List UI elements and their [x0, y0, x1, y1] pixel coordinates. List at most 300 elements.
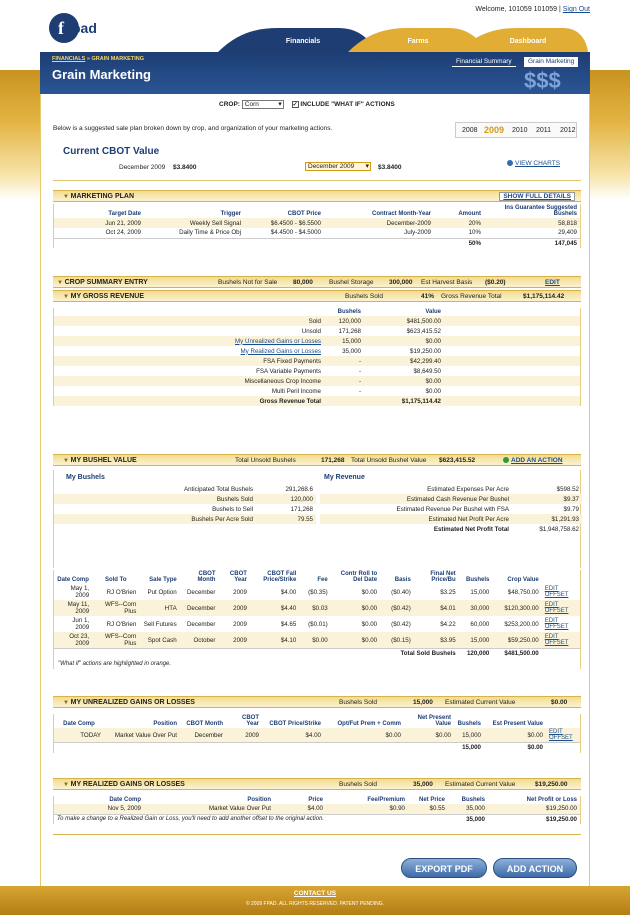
- table-cell: $481,500.00: [364, 316, 444, 326]
- cbot-title: Current CBOT Value: [63, 146, 160, 157]
- table-cell: $4.4500 - $4.5000: [270, 229, 321, 237]
- column-header: Position: [247, 797, 271, 803]
- column-header: Net Price: [418, 797, 445, 803]
- table-cell: $0.00: [361, 588, 378, 596]
- offset-link[interactable]: OFFSET: [544, 608, 569, 614]
- table-cell: 50%: [434, 238, 484, 248]
- table-cell: Weekly Sell Signal: [144, 218, 244, 228]
- table-cell: $0.00: [484, 743, 546, 753]
- table-row: [54, 600, 580, 616]
- table-cell: $0.00: [331, 600, 380, 616]
- cbot-month-select[interactable]: December 2009 ▾: [305, 162, 371, 171]
- table-cell: $0.03: [299, 600, 330, 616]
- table-cell: FSA Variable Payments: [256, 367, 321, 375]
- table-total-row: [54, 396, 580, 406]
- table-cell: [54, 346, 324, 356]
- chart-icon: [507, 160, 513, 166]
- bushel-summary: My Bushels My Revenue Anticipated Total Bushels 291,268.6 Bushels Sold 120,000 Bushels to Sell 171,268 Bushels Per Acre Sold 79.55 Estimated Expenses Per Acre $598.52 Estimated Cash Revenue Per Bushel $9.37 Estimated Revenue Per Bushel with FSA $9.79 Estimated Net Profit Per Acre $1,291.93 Estimated Net Profit Total $1,948,758.62: [53, 470, 581, 568]
- tab-financials[interactable]: Financials: [285, 38, 321, 45]
- table-cell: ($0.35): [308, 588, 328, 596]
- table-cell: ($0.40): [391, 588, 411, 596]
- table-row: [54, 584, 580, 600]
- column-header: Net Profit or Loss: [526, 797, 577, 803]
- table-cell: Bushels to Sell: [212, 505, 253, 513]
- table-cell: $253,200.00: [504, 620, 539, 628]
- offset-link[interactable]: OFFSET: [549, 735, 573, 741]
- table-cell: Market Value Over Put: [144, 804, 274, 814]
- table-cell: 171,268: [290, 505, 313, 513]
- export-pdf-button[interactable]: EXPORT PDF: [401, 858, 487, 878]
- year-2010[interactable]: 2010: [512, 127, 528, 134]
- table-cell: $19,250.00: [410, 347, 441, 355]
- table-cell: $0.00: [361, 620, 378, 628]
- unrealized-table: [53, 714, 581, 753]
- table-cell: 10%: [468, 229, 481, 237]
- page-title: Grain Marketing: [52, 67, 151, 82]
- table-row: [54, 570, 580, 584]
- table-cell: [444, 346, 580, 356]
- edit-link[interactable]: EDIT: [544, 618, 559, 624]
- fpad-logo[interactable]: [48, 8, 112, 48]
- table-cell: 35,000: [448, 804, 488, 814]
- table-cell: [54, 336, 324, 346]
- column-header: Contr Roll to Del Date: [340, 571, 378, 583]
- realized-gains-link[interactable]: My Realized Gains or Losses: [240, 347, 321, 355]
- column-header: [54, 308, 324, 316]
- table-row: [54, 326, 580, 336]
- table-cell: -: [324, 356, 364, 366]
- main-content: [40, 94, 590, 889]
- contact-us-link[interactable]: CONTACT US: [293, 890, 337, 897]
- column-header: [542, 570, 580, 584]
- table-cell: Estimated Expenses Per Acre: [427, 485, 509, 493]
- table-cell: $0.00: [331, 632, 380, 649]
- crop-summary-title: ▼ CROP SUMMARY ENTRY: [57, 279, 148, 286]
- table: [54, 308, 580, 406]
- column-header: Fee: [317, 577, 328, 583]
- table-cell: -: [358, 387, 361, 395]
- table-row: [54, 714, 580, 728]
- table-cell: 58,818: [484, 218, 580, 228]
- realized-header[interactable]: ▼ MY REALIZED GAINS OR LOSSES Bushels Sold 35,000 Estimated Current Value $19,250.00: [53, 778, 581, 790]
- table-cell: Gross Revenue Total: [54, 396, 324, 406]
- table-cell: $3.25: [440, 588, 456, 596]
- crop-summary-edit-link[interactable]: EDIT: [545, 279, 560, 286]
- gross-revenue-header[interactable]: ▼ MY GROSS REVENUE Bushels Sold 41% Gross Revenue Total $1,175,114.42: [53, 290, 581, 302]
- table-cell: WFS--Corn Plus: [92, 632, 139, 649]
- column-header: [444, 308, 580, 316]
- table-cell: Jun 21, 2009: [54, 218, 144, 228]
- column-header: CBOT Month: [186, 721, 223, 727]
- table-cell: $42,299.40: [364, 356, 444, 366]
- column-header: CBOT Price/Strike: [269, 721, 321, 727]
- table-cell: [542, 584, 580, 600]
- table-cell: $0.00: [324, 728, 404, 743]
- copyright: © 2009 FPAD. ALL RIGHTS RESERVED. PATENT PENDING.: [245, 901, 385, 907]
- table-cell: $8,649.50: [413, 367, 441, 375]
- breadcrumb: [52, 56, 144, 62]
- table-row: [54, 316, 580, 326]
- table-cell: 35,000: [448, 814, 488, 824]
- column-header: Basis: [394, 577, 411, 583]
- divider: [53, 180, 581, 181]
- table-row: [54, 514, 316, 524]
- table-cell: $4.00: [262, 728, 324, 743]
- table-cell: [546, 728, 580, 743]
- table-total-row: [54, 649, 580, 659]
- column-header: Target Date: [108, 211, 141, 217]
- table-cell: [444, 336, 580, 346]
- offset-link[interactable]: OFFSET: [544, 624, 569, 630]
- table-cell: December: [180, 600, 219, 616]
- table-cell: $481,500.00: [492, 649, 541, 659]
- column-header: Bushels: [461, 797, 485, 803]
- column-header: Bushels: [457, 721, 481, 727]
- sign-out-link[interactable]: Sign Out: [562, 6, 590, 13]
- table-cell: FSA Fixed Payments: [54, 356, 324, 366]
- main-tabs: [218, 28, 588, 52]
- svg-text:pad: pad: [72, 20, 97, 36]
- table-cell: 30,000: [459, 600, 493, 616]
- table-cell: [444, 366, 580, 376]
- table-cell: [444, 396, 580, 406]
- table-cell: [542, 600, 580, 616]
- column-header: Price: [308, 797, 323, 803]
- table-cell: [324, 238, 434, 248]
- welcome-bar: Welcome, 101059 101059 | Sign Out: [475, 6, 590, 13]
- table: [54, 570, 580, 659]
- table-cell: Sell Futures: [143, 620, 177, 628]
- table-cell: $0.00: [425, 387, 441, 395]
- unrealized-header[interactable]: ▼ MY UNREALIZED GAINS OR LOSSES Bushels Sold 15,000 Estimated Current Value $0.00: [53, 696, 581, 708]
- table-cell: [444, 376, 580, 386]
- table-cell: $4.10: [250, 632, 299, 649]
- table-cell: Put Option: [147, 588, 177, 596]
- table-cell: $4.00: [280, 588, 297, 596]
- year-2008[interactable]: 2008: [462, 127, 478, 134]
- column-header: Crop Value: [507, 577, 539, 583]
- table-cell: [444, 326, 580, 336]
- year-2012[interactable]: 2012: [560, 127, 576, 134]
- table: [54, 484, 316, 524]
- table-cell: Daily Time & Price Obj: [179, 229, 241, 237]
- table-row: [54, 484, 316, 494]
- table-cell: Estimated Cash Revenue Per Bushel: [320, 494, 512, 504]
- table-cell: 120,000: [324, 316, 364, 326]
- table-cell: Nov 5, 2009: [54, 804, 144, 814]
- table-row: [320, 514, 582, 524]
- edit-link[interactable]: EDIT: [544, 634, 559, 640]
- table-cell: Estimated Revenue Per Bushel with FSA: [396, 505, 509, 513]
- footer: [0, 886, 630, 915]
- column-header: Trigger: [220, 211, 241, 217]
- table-cell: 15,000: [454, 728, 484, 743]
- table-row: [320, 484, 582, 494]
- table-cell: $4.00: [274, 804, 326, 814]
- table-cell: 147,045: [484, 238, 580, 248]
- year-2011[interactable]: 2011: [536, 127, 552, 134]
- table-row: [54, 504, 316, 514]
- column-header: [546, 714, 580, 728]
- table-cell: $0.00: [484, 728, 546, 743]
- crop-label: CROP:: [219, 101, 240, 109]
- table-cell: Bushels Sold: [54, 494, 256, 504]
- table-cell: July-2009: [404, 229, 431, 237]
- table-total-row: [54, 743, 580, 753]
- edit-link[interactable]: EDIT: [544, 602, 559, 608]
- table-row: [320, 504, 582, 514]
- table-cell: WFS--Corn Plus: [92, 600, 139, 616]
- column-header: Bushels: [466, 577, 490, 583]
- gross-revenue-table: [53, 308, 581, 406]
- table-cell: Estimated Net Profit Per Acre: [320, 514, 512, 524]
- add-action-button[interactable]: ADD ACTION: [493, 858, 577, 878]
- table-row: [54, 366, 580, 376]
- table-cell: $0.00: [364, 376, 444, 386]
- table-cell: $0.90: [326, 804, 408, 814]
- table-cell: Miscellaneous Crop Income: [54, 376, 324, 386]
- table-cell: Spot Cash: [139, 632, 179, 649]
- table-cell: Bushels Per Acre Sold: [54, 514, 256, 524]
- table-cell: [542, 649, 580, 659]
- table-row: [54, 346, 580, 356]
- subtab-grain-marketing[interactable]: Grain Marketing: [524, 57, 578, 67]
- table-cell: $0.00: [364, 336, 444, 346]
- table-cell: [542, 632, 580, 649]
- tab-dashboard[interactable]: Dashboard: [509, 38, 547, 45]
- table-cell: 15,000: [459, 632, 493, 649]
- sales-table: [53, 570, 581, 669]
- marketing-plan-header[interactable]: [53, 190, 581, 202]
- tab-farms[interactable]: Farms: [407, 38, 429, 45]
- column-header: Value: [425, 309, 441, 315]
- table-row: [54, 308, 580, 316]
- column-header: Amount: [458, 211, 481, 217]
- column-header: Date Comp: [63, 721, 95, 727]
- table-cell: $4.65: [280, 620, 297, 628]
- table-row: [54, 494, 316, 504]
- year-selector: [455, 122, 577, 138]
- show-full-details-button[interactable]: SHOW FULL DETAILS: [499, 192, 575, 201]
- crop-selector-row: [219, 100, 395, 109]
- table-cell: $19,250.00: [488, 804, 580, 814]
- table-row: [54, 386, 580, 396]
- column-header: Sold To: [104, 577, 127, 583]
- table-cell: HTA: [139, 600, 179, 616]
- table-cell: [54, 743, 454, 753]
- table-cell: ($0.42): [380, 600, 414, 616]
- table-row: [54, 728, 580, 743]
- table-cell: May 11, 2009: [54, 600, 92, 616]
- breadcrumb-financials[interactable]: FINANCIALS: [52, 56, 86, 62]
- table-cell: ($0.15): [380, 632, 414, 649]
- column-header: CBOT Year: [229, 571, 247, 583]
- table-cell: $0.00: [299, 632, 330, 649]
- column-header: CBOT Fall Price/Strike: [263, 571, 297, 583]
- table-row: [54, 796, 580, 804]
- svg-text:f: f: [58, 18, 64, 38]
- include-what-if-label: INCLUDE "WHAT IF" ACTIONS: [300, 101, 395, 109]
- edit-link[interactable]: EDIT: [549, 729, 563, 735]
- table-cell: Oct 23, 2009: [54, 632, 92, 649]
- table-row: [54, 804, 580, 814]
- edit-link[interactable]: EDIT: [544, 586, 559, 592]
- table-cell: December: [180, 728, 226, 743]
- crop-select[interactable]: Corn ▾: [242, 100, 284, 109]
- crop-summary-header: ▼ CROP SUMMARY ENTRY Bushels Not for Sale 80,000 Bushel Storage 300,000 Est Harvest Basis ($0.20) EDIT: [53, 276, 581, 288]
- table-cell: $598.52: [556, 485, 579, 493]
- table-cell: ($0.42): [391, 620, 411, 628]
- table-cell: [144, 238, 244, 248]
- table-cell: Estimated Net Profit Total: [433, 525, 509, 533]
- column-header: Net Present Value: [417, 715, 451, 727]
- table-row: [54, 632, 580, 649]
- table-cell: [546, 743, 580, 753]
- table-cell: 35,000: [342, 347, 361, 355]
- table-cell: -: [324, 376, 364, 386]
- add-an-action-link[interactable]: ADD AN ACTION: [503, 457, 563, 464]
- table-cell: 2009: [233, 620, 247, 628]
- table-cell: Anticipated Total Bushels: [183, 485, 253, 493]
- table-cell: RJ O'Brien: [106, 588, 137, 596]
- table-cell: ($0.01): [308, 620, 328, 628]
- table: [54, 204, 580, 248]
- table-row: [54, 336, 580, 346]
- column-header: CBOT Month: [197, 571, 216, 583]
- table-cell: $4.01: [414, 600, 459, 616]
- cbot-select-price: $3.8400: [378, 164, 402, 171]
- table-cell: $9.79: [563, 505, 579, 513]
- table-cell: Market Value Over Put: [104, 728, 180, 743]
- table-cell: [244, 238, 324, 248]
- table-cell: TODAY: [54, 728, 104, 743]
- table-cell: [444, 386, 580, 396]
- table-cell: [444, 356, 580, 366]
- breadcrumb-separator: »: [85, 56, 92, 62]
- column-header: CBOT Price: [287, 211, 321, 217]
- column-header: Est Present Value: [492, 721, 543, 727]
- table-cell: [444, 316, 580, 326]
- cbot-price: $3.8400: [173, 164, 197, 171]
- page-header: [40, 52, 590, 94]
- column-header: Final Net Price/Bu: [430, 571, 456, 583]
- column-header: Position: [153, 721, 177, 727]
- table-cell: 2009: [218, 600, 249, 616]
- column-header: Contract Month-Year: [371, 211, 431, 217]
- include-what-if-checkbox[interactable]: ✓: [292, 102, 298, 108]
- table-cell: Total Sold Bushels: [54, 649, 459, 659]
- table-cell: 15,000: [470, 588, 490, 596]
- table-cell: Oct 24, 2009: [105, 229, 141, 237]
- table-cell: May 1, 2009: [70, 585, 90, 599]
- table-cell: 29,409: [558, 229, 577, 237]
- realized-table: [53, 796, 581, 824]
- dollar-decoration-icon: [524, 64, 584, 94]
- top-bar: [0, 0, 630, 52]
- column-header: Ins Guarantee Suggested Bushels: [504, 205, 577, 217]
- table-cell: $4.40: [250, 600, 299, 616]
- table-cell: $9.37: [512, 494, 582, 504]
- marketing-plan-table: [53, 204, 581, 248]
- table-cell: $59,250.00: [492, 632, 541, 649]
- table-cell: 291,268.6: [285, 485, 313, 493]
- unrealized-gains-link[interactable]: My Unrealized Gains or Losses: [235, 337, 321, 345]
- table-cell: RJ O'Brien: [106, 620, 137, 628]
- table-cell: $4.22: [440, 620, 456, 628]
- offset-link[interactable]: OFFSET: [544, 640, 569, 646]
- table-row: [54, 376, 580, 386]
- table-cell: [542, 616, 580, 632]
- view-charts-link[interactable]: VIEW CHARTS: [507, 160, 560, 167]
- table-cell: 2009: [233, 588, 247, 596]
- table-cell: 20%: [434, 218, 484, 228]
- table-cell: December-2009: [324, 218, 434, 228]
- table-row: [54, 228, 580, 238]
- table: [320, 484, 582, 534]
- table-cell: 15,000: [324, 336, 364, 346]
- column-header: Bushels: [337, 309, 361, 315]
- table-cell: $48,750.00: [507, 588, 539, 596]
- column-header: CBOT Year: [242, 715, 259, 727]
- table-cell: $120,300.00: [492, 600, 541, 616]
- table-cell: -: [358, 367, 361, 375]
- bushel-value-header[interactable]: ▼ MY BUSHEL VALUE Total Unsold Bushels 171,268 Total Unsold Bushel Value $623,415.52 ADD AN ACTION: [53, 454, 581, 466]
- table-cell: $3.95: [414, 632, 459, 649]
- intro-text: Below is a suggested sale plan broken down by crop, and organization of your marketing actions.: [53, 125, 333, 132]
- table-cell: December: [186, 620, 216, 628]
- table-cell: $1,175,114.42: [364, 396, 444, 406]
- table-cell: 60,000: [470, 620, 490, 628]
- table-cell: 15,000: [454, 743, 484, 753]
- column-header: Opt/Fut Prem + Comm: [337, 721, 401, 727]
- marketing-plan-title: ▼ MARKETING PLAN: [63, 193, 134, 200]
- table-cell: 120,000: [459, 649, 493, 659]
- table-cell: 2009: [218, 632, 249, 649]
- table-row: [54, 616, 580, 632]
- column-header: Sale Type: [149, 577, 177, 583]
- plus-icon: [503, 457, 509, 463]
- table-cell: $623,415.52: [406, 327, 441, 335]
- table-cell: 171,268: [338, 327, 361, 335]
- column-header: Date Comp: [57, 577, 89, 583]
- table-row: [320, 494, 582, 504]
- table-total-row: [54, 238, 580, 248]
- table-cell: To make a change to a Realized Gain or Loss, you'll need to add another offset to the original action.: [54, 814, 448, 824]
- table-cell: October: [180, 632, 219, 649]
- offset-link[interactable]: OFFSET: [544, 592, 569, 598]
- table-cell: 120,000: [256, 494, 316, 504]
- table-cell: Unsold: [301, 327, 321, 335]
- table-cell: $0.00: [404, 728, 454, 743]
- what-if-note: "What if" actions are highlighted in orange.: [58, 660, 171, 667]
- table-row: [320, 524, 582, 534]
- table-cell: Jun 1, 2009: [72, 617, 90, 631]
- subtab-financial-summary[interactable]: Financial Summary: [452, 57, 516, 67]
- year-2009[interactable]: 2009: [484, 125, 505, 135]
- table-cell: Multi Peril Income: [271, 387, 321, 395]
- table-cell: [324, 396, 364, 406]
- table: [54, 714, 580, 753]
- table-row: [54, 356, 580, 366]
- table-cell: December: [186, 588, 216, 596]
- column-header: Date Comp: [109, 797, 141, 803]
- welcome-text: Welcome, 101059 101059: [475, 6, 558, 13]
- table-cell: $0.55: [408, 804, 448, 814]
- breadcrumb-current: GRAIN MARKETING: [91, 56, 144, 62]
- table-cell: $19,250.00: [488, 814, 580, 824]
- table-cell: 79.55: [256, 514, 316, 524]
- table-cell: $6.4500 - $6.5500: [244, 218, 324, 228]
